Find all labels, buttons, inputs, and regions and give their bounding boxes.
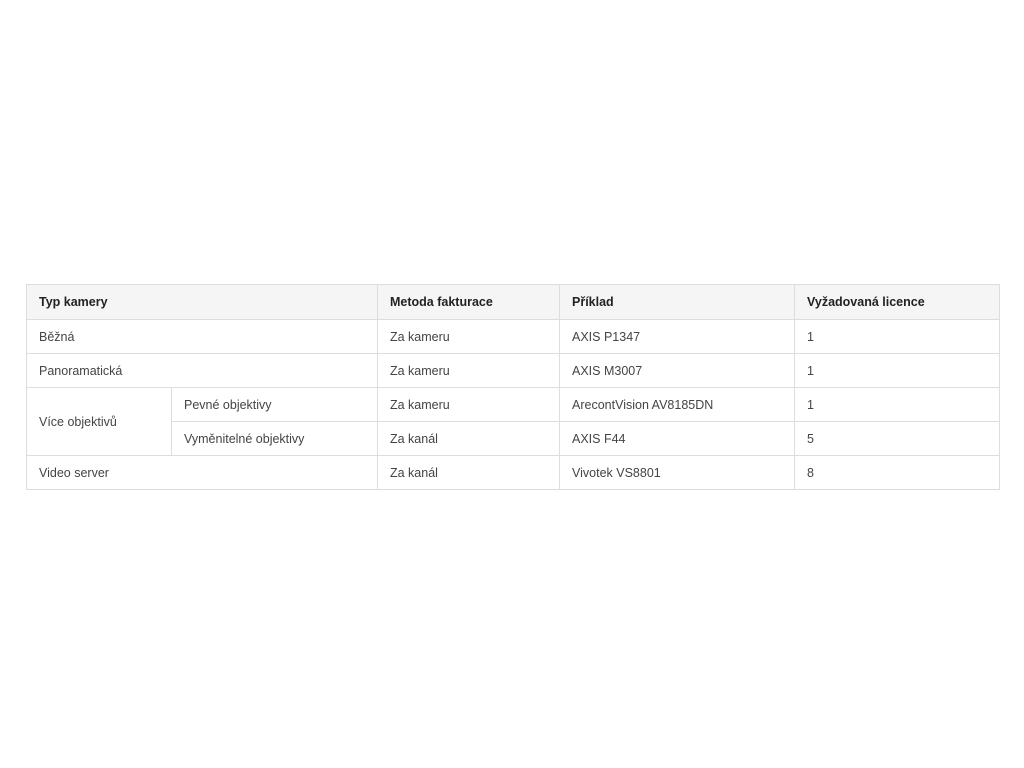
header-camera-type: Typ kamery [27, 285, 378, 320]
cell-billing-method: Za kameru [378, 388, 560, 422]
table-row [27, 422, 1000, 456]
cell-camera-type: Běžná [27, 320, 378, 354]
cell-camera-group: Více objektivů [27, 388, 172, 456]
cell-billing-method: Za kameru [378, 320, 560, 354]
cell-example: Vivotek VS8801 [560, 456, 795, 490]
cell-billing-method: Za kanál [378, 456, 560, 490]
header-required-license: Vyžadovaná licence [795, 285, 1000, 320]
cell-example: AXIS M3007 [560, 354, 795, 388]
cell-required-license: 1 [795, 320, 1000, 354]
table-row [27, 388, 1000, 422]
cell-billing-method: Za kameru [378, 354, 560, 388]
cell-camera-type: Panoramatická [27, 354, 378, 388]
cell-example: AXIS F44 [560, 422, 795, 456]
header-billing-method: Metoda fakturace [378, 285, 560, 320]
cell-example: AXIS P1347 [560, 320, 795, 354]
camera-license-table [26, 284, 1000, 490]
cell-camera-subtype: Vyměnitelné objektivy [172, 422, 378, 456]
table-row [27, 354, 1000, 388]
cell-required-license: 1 [795, 354, 1000, 388]
table-row [27, 456, 1000, 490]
table-row [27, 320, 1000, 354]
cell-example: ArecontVision AV8185DN [560, 388, 795, 422]
camera-license-table-container [26, 284, 999, 490]
cell-camera-type: Video server [27, 456, 378, 490]
cell-required-license: 8 [795, 456, 1000, 490]
cell-required-license: 5 [795, 422, 1000, 456]
table-header-row [27, 285, 1000, 320]
cell-required-license: 1 [795, 388, 1000, 422]
header-example: Příklad [560, 285, 795, 320]
cell-camera-subtype: Pevné objektivy [172, 388, 378, 422]
cell-billing-method: Za kanál [378, 422, 560, 456]
